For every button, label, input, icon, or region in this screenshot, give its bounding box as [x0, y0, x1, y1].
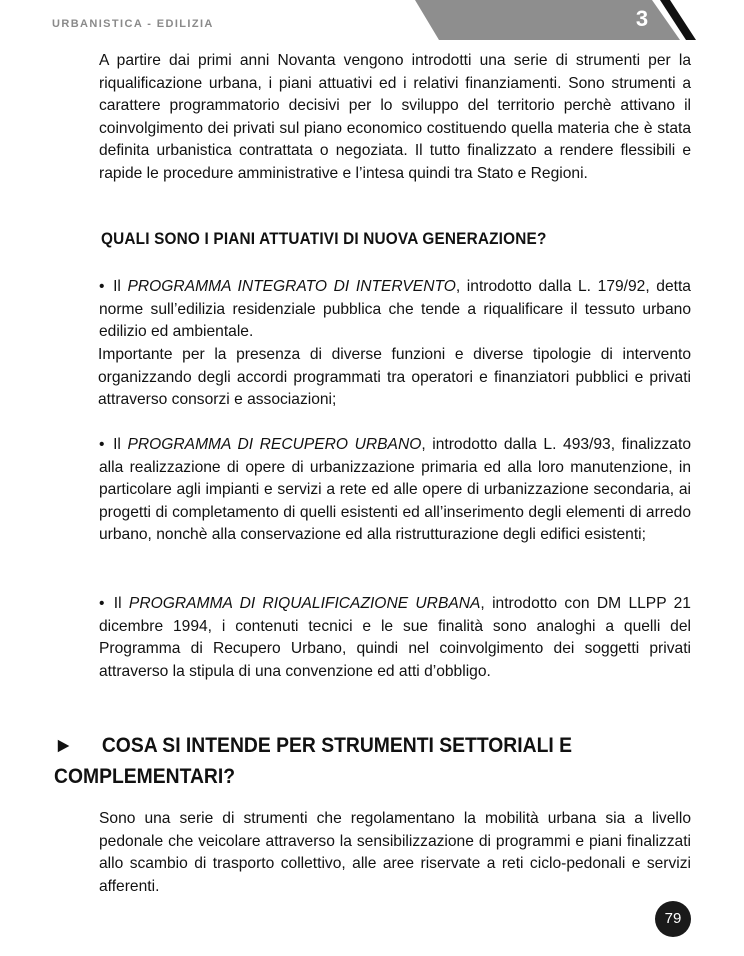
heading-text: COSA SI INTENDE PER STRUMENTI SETTORIALI E COMPLEMENTARI?	[54, 734, 573, 788]
list-item	[99, 593, 691, 683]
chapter-number: 3	[635, 6, 649, 31]
item-note: Importante per la presenza di diverse funzioni e diverse tipologie di intervento organizzando degli accordi programmati tra operatori e finanziatori pubblici e privati attraverso consorzi e associazioni;	[98, 346, 691, 409]
item-description: , introdotto dalla L. 179/92, detta norme sull’edilizia residenziale pubblica che tende a riqualificare il tessuto urbano edilizio ed ambientale.	[99, 278, 691, 341]
bullet-marker: •	[99, 436, 105, 453]
item-paragraph	[99, 434, 691, 547]
arrow-bullet-icon: ►	[54, 734, 74, 757]
item-paragraph	[99, 276, 691, 344]
item-paragraph	[99, 593, 691, 683]
program-name: PROGRAMMA INTEGRATO DI INTERVENTO	[127, 278, 456, 295]
intro-paragraph: A partire dai primi anni Novanta vengono introdotti una serie di strumenti per la riqualificazione urbana, i piani attuativi ed i relativi finanziamenti. Sono strumenti a carattere programmatorio decisivi per lo sviluppo del territorio perchè attivano il coinvolgimento dei privati sul piano economico costituendo quella materia che è stata definita urbanistica contrattata o negoziata. Il tutto finalizzato a rendere flessibili e rapide le procedure amministrative e l’intesa quindi tra Stato e Regioni.	[99, 52, 691, 182]
section2-paragraph: Sono una serie di strumenti che regolamentano la mobilità urbana sia a livello pedonale che veicolare attraverso la sensibilizzazione di programmi e piani finalizzati allo scambio di trasporto collettivo, alle aree riservate a reti ciclo-pedonali e servizi afferenti.	[99, 810, 691, 895]
list-item	[99, 434, 691, 547]
bullet-marker: •	[99, 278, 105, 295]
item-description: , introdotto con DM LLPP 21 dicembre 1994, i contenuti tecnici e le sue finalità sono analoghi a quelli del Programma di Recupero Urbano, quindi nel coinvolgimento dei soggetti privati attraverso la stipula di una convenzione ed atti d’obbligo.	[99, 595, 691, 680]
section-heading-strumenti-settoriali	[54, 730, 643, 792]
section2-block	[99, 808, 691, 898]
bullet-marker: •	[99, 595, 105, 612]
program-name: PROGRAMMA DI RIQUALIFICAZIONE URBANA	[128, 595, 481, 612]
running-header: URBANISTICA - EDILIZIA	[52, 18, 214, 30]
list-item	[99, 276, 691, 344]
item-lead: Il	[113, 595, 122, 612]
intro-block	[99, 50, 691, 186]
item-lead: Il	[113, 436, 121, 453]
page-number-badge: 79	[655, 901, 691, 937]
item-note-block	[98, 344, 691, 412]
program-name: PROGRAMMA DI RECUPERO URBANO	[127, 436, 422, 453]
section-heading-piani-attuativi: QUALI SONO I PIANI ATTUATIVI DI NUOVA GENERAZIONE?	[101, 230, 547, 248]
chapter-slash-decoration	[652, 0, 696, 40]
item-lead: Il	[113, 278, 121, 295]
item-description: , introdotto dalla L. 493/93, finalizzato alla realizzazione di opere di urbanizzazione primaria ed alla loro manutenzione, in particolare agli impianti e servizi a rete ed alle opere di urbanizzazione secondaria, ai progetti di completamento di quelli esistenti ed all’inserimento degli elementi di arredo urbano, nonchè alla conservazione ed alla ristrutturazione degli edifici esistenti;	[99, 436, 691, 544]
